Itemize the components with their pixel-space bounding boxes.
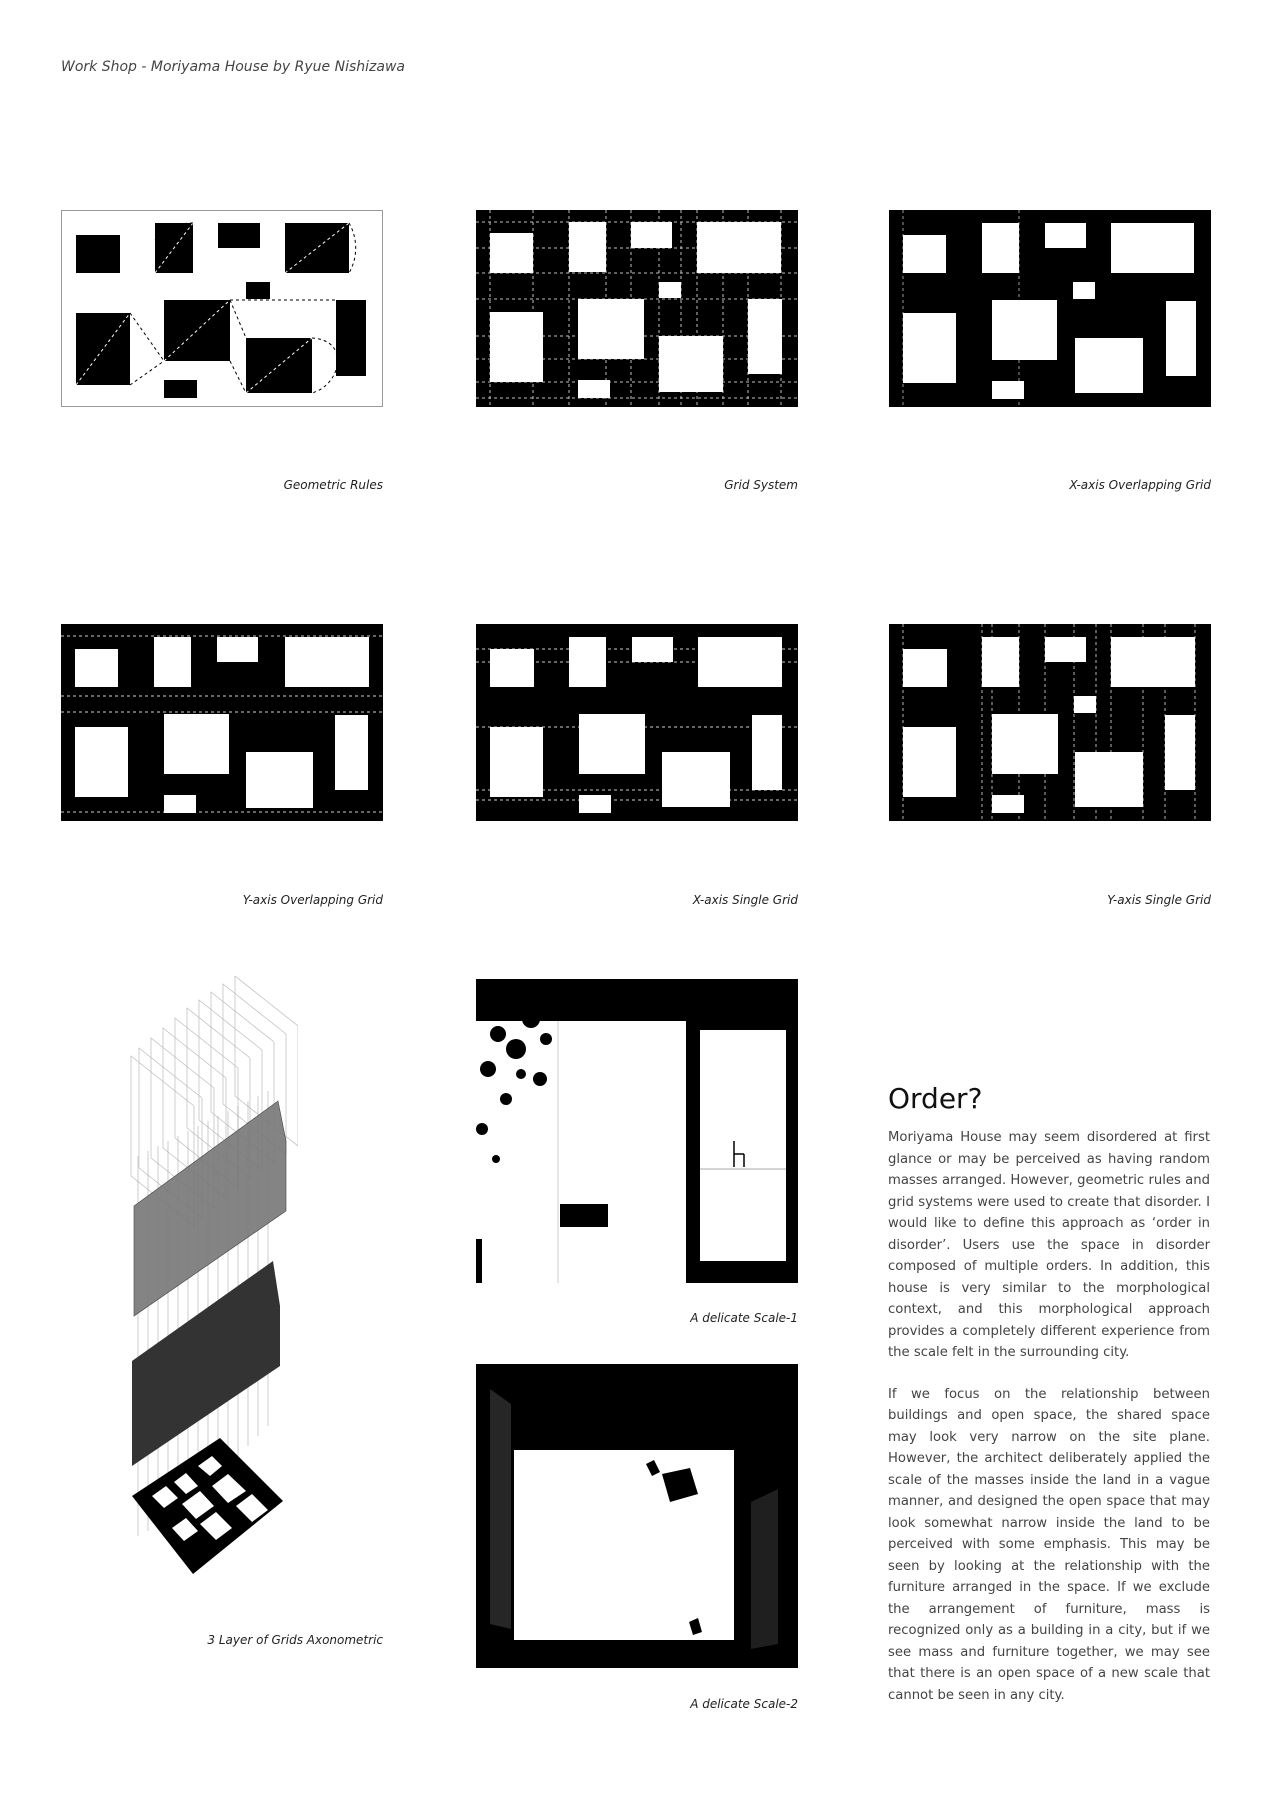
y-axis-overlapping-grid-diagram [61, 624, 383, 821]
grid-system-diagram [476, 210, 798, 407]
caption-y-overlap: Y-axis Overlapping Grid [242, 893, 383, 907]
x-axis-overlapping-grid-diagram [889, 210, 1211, 407]
delicate-scale-2-drawing [476, 1364, 798, 1668]
page-header-title: Work Shop - Moriyama House by Ryue Nishizawa [61, 59, 405, 75]
axonometric-grid-layers-drawing [128, 976, 298, 1574]
order-article [888, 1082, 1210, 1726]
caption-y-single: Y-axis Single Grid [1107, 893, 1211, 907]
caption-axonometric: 3 Layer of Grids Axonometric [207, 1633, 383, 1647]
delicate-scale-1-drawing [476, 979, 798, 1283]
geometric-rules-diagram [61, 210, 383, 407]
article-paragraph-2: If we focus on the relationship between buildings and open space, the shared space may look very narrow on the site plane. However, the architect deliberately applied the scale of the masses inside the land in a vague manner, and designed the open space that may look somewhat narrow inside the land to be perceived with some emphasis. This may be seen by looking at the relationship with the furniture arranged in the space. If we exclude the arrangement of furniture, mass is recognized only as a building in a city, but if we see mass and furniture together, we may see that there is an open space of a new scale that cannot be seen in any city. [888, 1386, 1210, 1703]
article-paragraph-1: Moriyama House may seem disordered at first glance or may be perceived as having random masses arranged. However, geometric rules and grid systems were used to create that disorder. I would like to define this approach as ‘order in disorder’. Users use the space in disorder composed of multiple orders. In addition, this house is very similar to the morphological context, and this morphological approach provides a completely different experience from the scale felt in the surrounding city. [888, 1130, 1210, 1360]
caption-grid-system: Grid System [724, 478, 798, 492]
caption-geometric-rules: Geometric Rules [283, 478, 383, 492]
y-axis-single-grid-diagram [889, 624, 1211, 821]
x-axis-single-grid-diagram [476, 624, 798, 821]
caption-scale-2: A delicate Scale-2 [690, 1697, 798, 1711]
caption-scale-1: A delicate Scale-1 [690, 1311, 798, 1325]
caption-x-single: X-axis Single Grid [692, 893, 798, 907]
caption-x-overlap: X-axis Overlapping Grid [1069, 478, 1211, 492]
article-title: Order? [888, 1082, 983, 1115]
